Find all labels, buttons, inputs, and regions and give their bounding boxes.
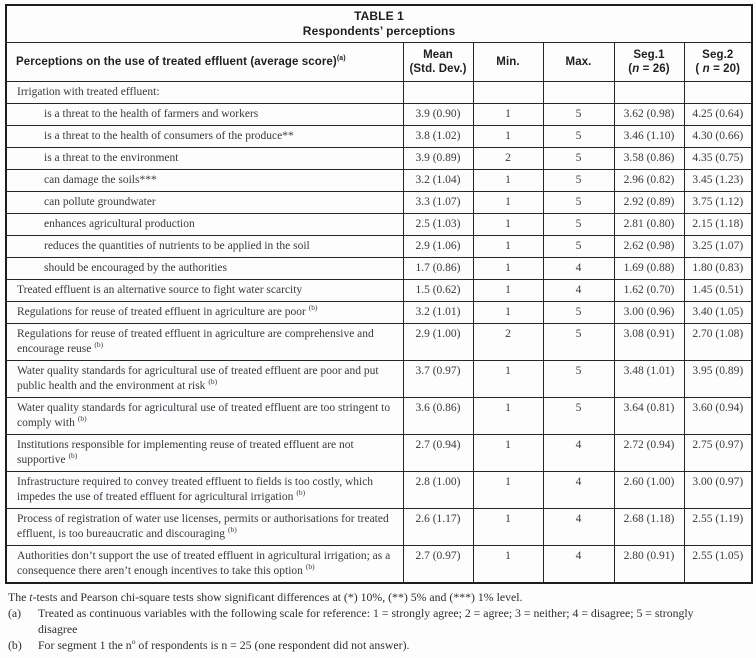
cell-min: 1 [473,435,543,472]
cell-seg1: 3.46 (1.10) [614,126,684,148]
cell-seg2: 4.35 (0.75) [684,148,752,170]
row-label-sup: (b) [296,488,306,498]
cell-min: 2 [473,148,543,170]
cell-seg2: 3.40 (1.05) [684,302,752,324]
column-header-seg2 [684,43,752,82]
cell-mean: 2.9 (1.00) [403,324,473,361]
row-label: can damage the soils*** [6,170,403,192]
row-label: reduces the quantities of nutrients to be applied in the soil [6,236,403,258]
cell-min: 1 [473,214,543,236]
table-body [6,82,752,584]
row-label: Treated effluent is an alternative source to fight water scarcity [6,280,403,302]
row-label: Infrastructure required to convey treated effluent to fields is too costly, which impedes the use of treated effluent for agricultural irrigation $^{(b)}$ [6,472,403,509]
cell-seg1: 1.62 (0.70) [614,280,684,302]
cell-mean: 2.5 (1.03) [403,214,473,236]
cell-seg1: 3.62 (0.98) [614,104,684,126]
cell-min: 1 [473,236,543,258]
column-header-seg1-line1: Seg.1 [633,49,665,61]
column-header-seg2-line1: Seg.2 [702,49,734,61]
column-header-label [6,43,403,82]
cell-max: 5 [543,361,614,398]
cell-max: 5 [543,148,614,170]
cell-min: 1 [473,361,543,398]
cell-min: 1 [473,546,543,584]
cell-min: 2 [473,324,543,361]
column-header-mean-line2: (Std. Dev.) [409,63,467,75]
column-header-max: Max. [543,43,614,82]
column-header-mean-line1: Mean [423,49,453,61]
cell-mean: 2.7 (0.94) [403,435,473,472]
table-caption: Respondents’ perceptions [302,24,456,38]
cell-min: 1 [473,509,543,546]
cell-max: 5 [543,170,614,192]
perceptions-table [5,4,753,584]
cell-seg2: 2.15 (1.18) [684,214,752,236]
table-row [6,82,752,104]
cell-min: 1 [473,192,543,214]
cell-seg1: 2.96 (0.82) [614,170,684,192]
cell-seg1: 2.60 (1.00) [614,472,684,509]
cell-mean: 3.8 (1.02) [403,126,473,148]
row-label-sup: (b) [94,340,104,350]
footnote-a-tag: (a) [8,606,22,620]
table-row [6,104,752,126]
table-row [6,435,752,472]
cell-mean: 3.7 (0.97) [403,361,473,398]
cell-seg2: 4.25 (0.64) [684,104,752,126]
cell-seg2: 3.45 (1.23) [684,170,752,192]
cell-seg1: 2.81 (0.80) [614,214,684,236]
cell-seg1: 2.80 (0.91) [614,546,684,584]
column-header-label-text: Perceptions on the use of treated effluent (average score) [16,56,337,68]
column-header-mean [403,43,473,82]
cell-min: 1 [473,472,543,509]
cell-seg2: 3.95 (0.89) [684,361,752,398]
cell-seg1: 3.08 (0.91) [614,324,684,361]
row-label: Authorities don’t support the use of treated effluent in agricultural irrigation; as a consequence there aren’t enough incentives to take this option $^{(b)}$ [6,546,403,584]
cell-mean: 3.9 (0.89) [403,148,473,170]
cell-min: 1 [473,104,543,126]
cell-seg1 [614,82,684,104]
row-label: enhances agricultural production [6,214,403,236]
row-label-sup: (b) [68,451,78,461]
table-row [6,170,752,192]
cell-seg2: 3.75 (1.12) [684,192,752,214]
cell-max: 4 [543,472,614,509]
column-header-min: Min. [473,43,543,82]
column-header-seg2-line2: ( n = 20) [695,63,741,75]
row-label-sup: (b) [305,562,315,572]
cell-seg1: 3.64 (0.81) [614,398,684,435]
cell-max: 4 [543,258,614,280]
table-row [6,472,752,509]
cell-max: 5 [543,398,614,435]
cell-seg2: 3.00 (0.97) [684,472,752,509]
cell-max: 5 [543,126,614,148]
cell-seg2: 3.60 (0.94) [684,398,752,435]
cell-max: 4 [543,546,614,584]
cell-max: 4 [543,280,614,302]
table-row [6,214,752,236]
table-row [6,302,752,324]
cell-seg1: 2.72 (0.94) [614,435,684,472]
table-number: TABLE 1 [354,9,404,23]
cell-mean: 3.6 (0.86) [403,398,473,435]
cell-mean: 3.2 (1.04) [403,170,473,192]
table-row [6,280,752,302]
row-label: can pollute groundwater [6,192,403,214]
cell-seg2: 4.30 (0.66) [684,126,752,148]
cell-seg1: 3.00 (0.96) [614,302,684,324]
row-label: is a threat to the health of consumers of the produce** [6,126,403,148]
cell-mean: 1.5 (0.62) [403,280,473,302]
footnote-a-text: Treated as continuous variables with the following scale for reference: 1 = strongly agree; 2 = agree; 3 = neither; 4 = disagree; 5 = strongly disagree [38,606,694,636]
cell-max [543,82,614,104]
cell-seg2: 1.45 (0.51) [684,280,752,302]
column-header-row [6,43,752,82]
table-row [6,126,752,148]
cell-seg2: 2.75 (0.97) [684,435,752,472]
cell-mean: 2.7 (0.97) [403,546,473,584]
cell-min: 1 [473,258,543,280]
column-header-label-sup: (a) [336,55,346,63]
table-row [6,192,752,214]
cell-mean [403,82,473,104]
cell-seg2: 2.55 (1.05) [684,546,752,584]
table-row [6,324,752,361]
cell-seg2: 2.70 (1.08) [684,324,752,361]
cell-mean: 1.7 (0.86) [403,258,473,280]
table-title [6,5,752,43]
table-title-row [6,5,752,43]
table-row [6,398,752,435]
cell-max: 5 [543,236,614,258]
column-header-seg1 [614,43,684,82]
cell-mean: 2.8 (1.00) [403,472,473,509]
table-row [6,361,752,398]
footnote-b-text: For segment 1 the $n^o$ of respondents is n = 25 (one respondent did not answer). [38,637,410,652]
row-label: Water quality standards for agricultural use of treated effluent are poor and put public health and the environment at risk $^{(b)}$ [6,361,403,398]
row-label: Water quality standards for agricultural use of treated effluent are too stringent to comply with $^{(b)}$ [6,398,403,435]
cell-max: 4 [543,435,614,472]
table-row [6,509,752,546]
cell-seg2: 2.55 (1.19) [684,509,752,546]
cell-min: 1 [473,398,543,435]
cell-min: 1 [473,170,543,192]
cell-min [473,82,543,104]
cell-max: 4 [543,509,614,546]
table-row [6,236,752,258]
cell-mean: 2.6 (1.17) [403,509,473,546]
cell-seg1: 2.68 (1.18) [614,509,684,546]
cell-seg2 [684,82,752,104]
cell-seg2: 3.25 (1.07) [684,236,752,258]
footnote-b-tag: (b) [8,638,22,652]
table-row [6,148,752,170]
row-label: is a threat to the environment [6,148,403,170]
row-label: Regulations for reuse of treated effluent in agriculture are poor $^{(b)}$ [6,302,403,324]
table-row [6,258,752,280]
footnotes [5,589,751,653]
cell-min: 1 [473,280,543,302]
cell-seg1: 3.48 (1.01) [614,361,684,398]
cell-mean: 3.9 (0.90) [403,104,473,126]
row-label: Process of registration of water use licenses, permits or authorisations for treated effluent, is too bureaucratic and discouraging $^{(b)}$ [6,509,403,546]
cell-max: 5 [543,302,614,324]
row-label: Institutions responsible for implementing reuse of treated effluent are not supportive $^{(b)}$ [6,435,403,472]
row-label: Regulations for reuse of treated effluent in agriculture are comprehensive and encourage reuse $^{(b)}$ [6,324,403,361]
table-row [6,546,752,584]
row-label-sup: (b) [208,377,218,387]
cell-mean: 3.3 (1.07) [403,192,473,214]
cell-mean: 3.2 (1.01) [403,302,473,324]
cell-seg1: 1.69 (0.88) [614,258,684,280]
row-label: is a threat to the health of farmers and workers [6,104,403,126]
footnote-b [8,637,748,653]
cell-mean: 2.9 (1.06) [403,236,473,258]
cell-seg1: 2.62 (0.98) [614,236,684,258]
cell-max: 5 [543,214,614,236]
cell-min: 1 [473,126,543,148]
cell-seg1: 3.58 (0.86) [614,148,684,170]
cell-max: 5 [543,104,614,126]
row-label: Irrigation with treated effluent: [6,82,403,104]
significance-note: The t-tests and Pearson chi-square tests show significant differences at (*) 10%, (**) 5% and (***) 1% level. [8,590,523,604]
cell-min: 1 [473,302,543,324]
column-header-seg1-line2: (n = 26) [628,63,670,75]
row-label-sup: (b) [308,303,318,313]
cell-seg1: 2.92 (0.89) [614,192,684,214]
cell-seg2: 1.80 (0.83) [684,258,752,280]
cell-max: 5 [543,324,614,361]
cell-max: 5 [543,192,614,214]
row-label-sup: (b) [77,414,87,424]
row-label: should be encouraged by the authorities [6,258,403,280]
row-label-sup: (b) [228,525,237,535]
footnote-a [8,605,748,637]
